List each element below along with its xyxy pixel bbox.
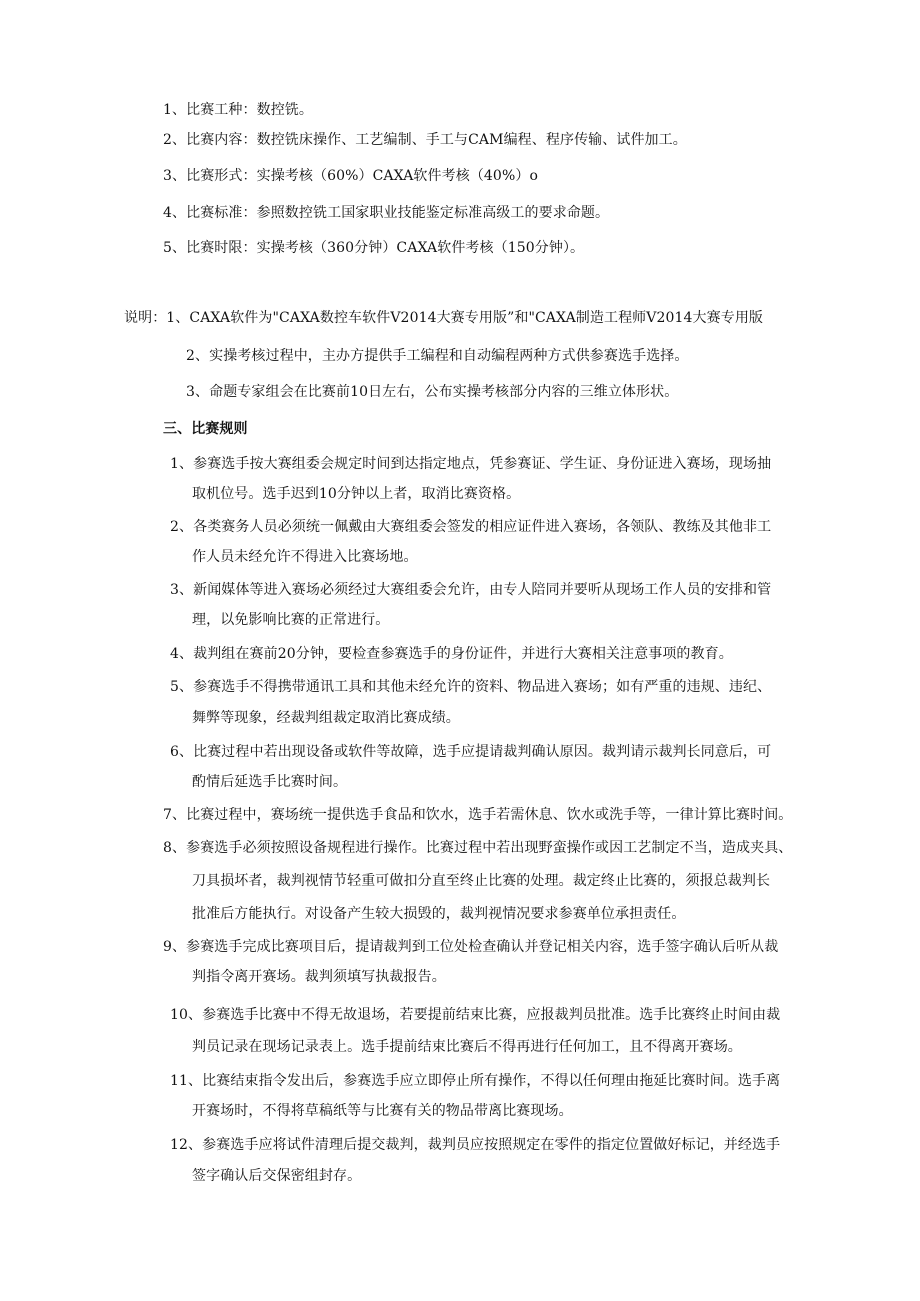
rule-12-line-1: 12、参赛选手应将试件清理后提交裁判，裁判员应按照规定在零件的指定位置做好标记，并经选手	[170, 1137, 781, 1153]
rule-10-line-1: 10、参赛选手比赛中不得无故退场，若要提前结束比赛，应报裁判员批准。选手比赛终止时间由裁	[170, 1007, 781, 1023]
rule-11-line-1: 11、比赛结束指令发出后，参赛选手应立即停止所有操作，不得以任何理由拖延比赛时间。选手离	[170, 1073, 781, 1089]
rule-6-line-2: 酌情后延选手比赛时间。	[192, 774, 348, 790]
rule-12-line-2: 签字确认后交保密组封存。	[192, 1168, 362, 1184]
rule-2-line-1: 2、各类赛务人员必须统一佩戴由大赛组委会签发的相应证件进入赛场，各领队、教练及其他非工	[170, 519, 772, 535]
rule-5-line-2: 舞弊等现象，经裁判组裁定取消比赛成绩。	[192, 710, 460, 726]
rule-10-line-2: 判员记录在现场记录表上。选手提前结束比赛后不得再进行任何加工，且不得离开赛场。	[192, 1039, 742, 1055]
rule-5-line-1: 5、参赛选手不得携带通讯工具和其他未经允许的资料、物品进入赛场；如有严重的违规、违纪、	[170, 679, 772, 695]
rule-2-line-2: 作人员未经允许不得进入比赛场地。	[192, 549, 418, 565]
intro-item-3: 3、比赛形式：实操考核（60%）CAXA软件考核（40%）o	[163, 168, 538, 184]
note-line-3: 3、命题专家组会在比赛前10日左右，公布实操考核部分内容的三维立体形状。	[186, 384, 679, 400]
rule-3-line-2: 理，以免影响比赛的正常进行。	[192, 612, 390, 628]
intro-item-5: 5、比赛时限：实操考核（360分钟）CAXA软件考核（150分钟）。	[163, 240, 585, 256]
intro-item-2: 2、比赛内容：数控铣床操作、工艺编制、手工与CAM编程、程序传输、试件加工。	[163, 132, 687, 148]
rule-11-line-2: 开赛场时，不得将草稿纸等与比赛有关的物品带离比赛现场。	[192, 1103, 573, 1119]
note-line-1: 说明：1、CAXA软件为"CAXA数控车软件V2014大赛专用版”和"CAXA制造工程师V2014大赛专用版	[124, 310, 764, 326]
rule-1-line-1: 1、参赛选手按大赛组委会规定时间到达指定地点，凭参赛证、学生证、身份证进入赛场，现场抽	[170, 456, 772, 472]
note-line-2: 2、实操考核过程中，主办方提供手工编程和自动编程两种方式供参赛选手选择。	[186, 348, 689, 364]
intro-item-1: 1、比赛工种：数控铣。	[163, 102, 314, 118]
rule-8-line-3: 批准后方能执行。对设备产生较大损毁的，裁判视情况要求参赛单位承担责任。	[192, 906, 686, 922]
intro-item-4: 4、比赛标准：参照数控铣工国家职业技能鉴定标准高级工的要求命题。	[163, 205, 610, 221]
rule-3-line-1: 3、新闻媒体等进入赛场必须经过大赛组委会允许，由专人陪同并要听从现场工作人员的安排和管	[170, 582, 772, 598]
rule-8-line-1: 8、参赛选手必须按照设备规程进行操作。比赛过程中若出现野蛮操作或因工艺制定不当，造成夹具、	[163, 840, 793, 856]
rule-9-line-1: 9、参赛选手完成比赛项目后，提请裁判到工位处检查确认并登记相关内容，选手签字确认后听从裁	[163, 939, 779, 955]
section-heading: 三、比赛规则	[163, 421, 248, 437]
rule-7-line-1: 7、比赛过程中，赛场统一提供选手食品和饮水，选手若需休息、饮水或洗手等，一律计算比赛时间。	[163, 807, 793, 823]
rule-4-line-1: 4、裁判组在赛前20分钟，要检查参赛选手的身份证件，并进行大赛相关注意事项的教育。	[170, 646, 733, 662]
rule-1-line-2: 取机位号。选手迟到10分钟以上者，取消比赛资格。	[192, 486, 521, 502]
rule-6-line-1: 6、比赛过程中若出现设备或软件等故障，选手应提请裁判确认原因。裁判请示裁判长同意后，可	[170, 744, 772, 760]
rule-8-line-2: 刀具损坏者，裁判视情节轻重可做扣分直至终止比赛的处理。裁定终止比赛的，须报总裁判长	[192, 873, 771, 889]
rule-9-line-2: 判指令离开赛场。裁判须填写执裁报告。	[192, 969, 446, 985]
